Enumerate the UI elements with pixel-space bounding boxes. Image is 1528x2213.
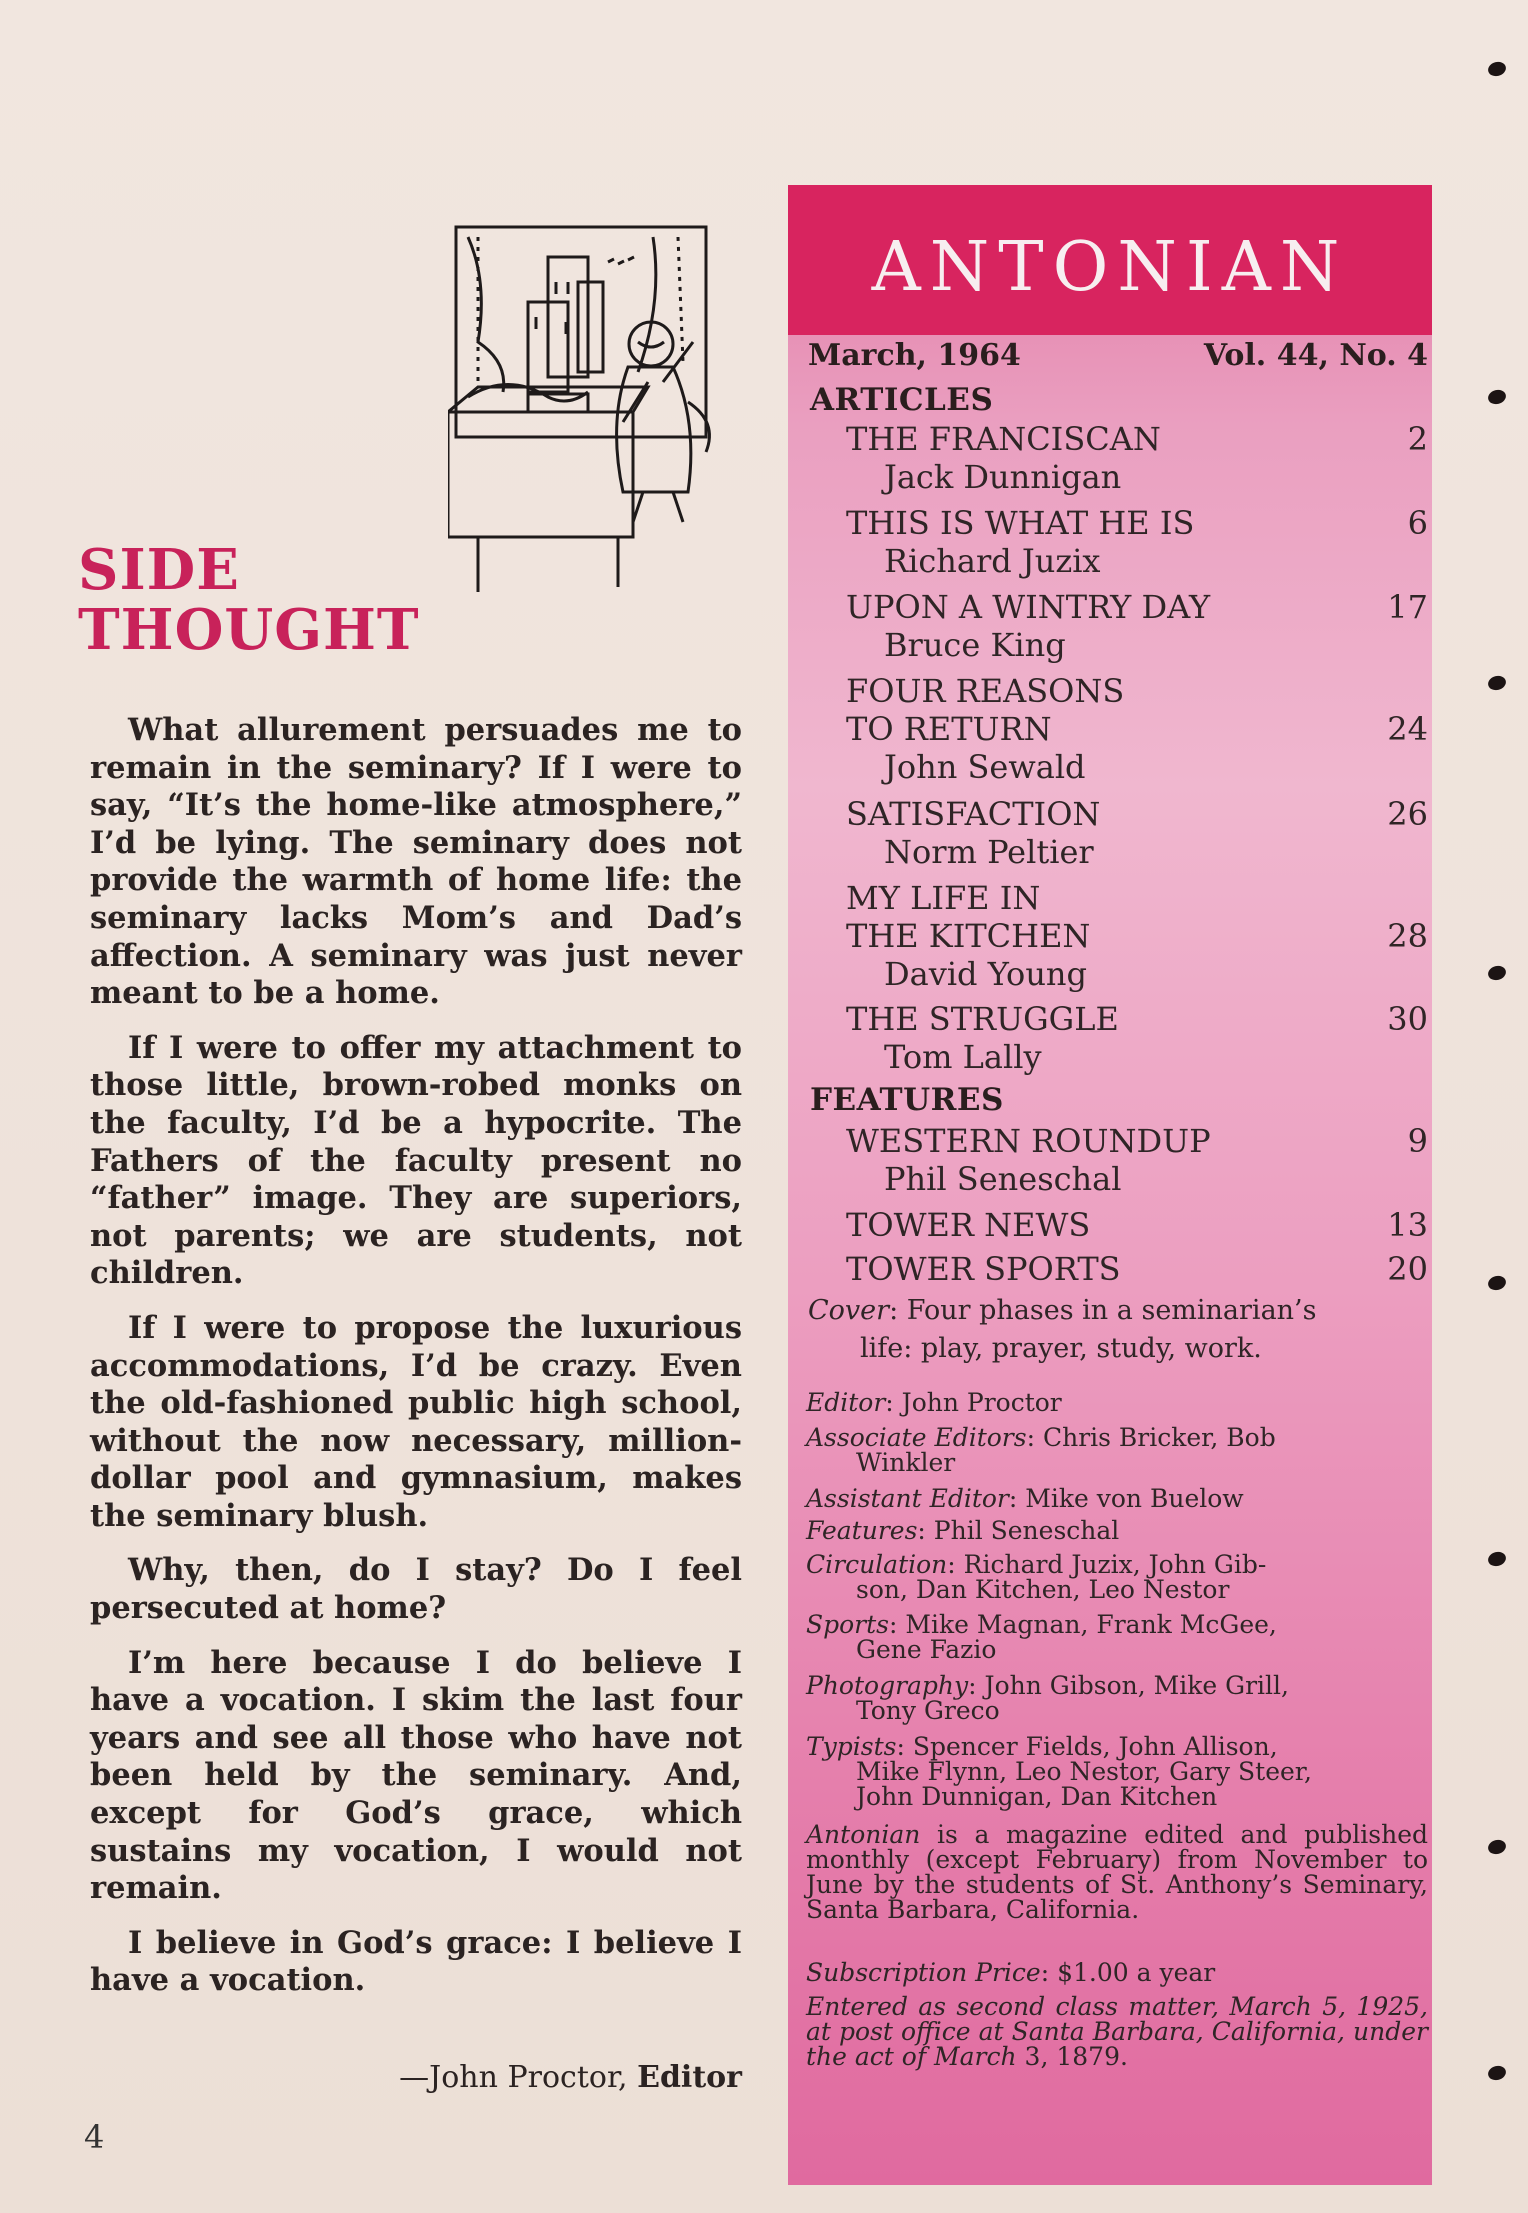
toc-article[interactable] — [846, 1000, 1428, 1076]
credit-label: Subscription Price — [806, 1958, 1041, 1987]
signature-role: Editor — [637, 2060, 742, 2095]
toc-article-title: THIS IS WHAT HE IS — [846, 504, 1195, 542]
toc-page-number: 13 — [1387, 1206, 1428, 1244]
issue-volume: Vol. 44, No. 4 — [1203, 338, 1428, 373]
toc-article[interactable] — [846, 588, 1428, 664]
credit-value-cont: Tony Greco — [856, 1696, 1000, 1725]
credit-sports — [806, 1612, 1428, 1662]
editorial-paragraph: If I were to offer my attachment to those little, brown-robed monks on the faculty, I’d be a hypocrite. The Fathers of the faculty present no “father” image. They are superiors, not parents; we are students, not children. — [90, 1029, 742, 1292]
credit-value: : Mike von Buelow — [1008, 1484, 1244, 1513]
toc-feature[interactable] — [846, 1250, 1428, 1288]
cover-text: : Four phases in a seminarian’s — [889, 1295, 1317, 1326]
credit-value: : Chris Bricker, Bob — [1026, 1423, 1276, 1452]
credit-label: Assistant Editor — [806, 1484, 1009, 1513]
side-thought-heading — [78, 537, 420, 663]
entry-line: Entered as second class matter, March — [806, 1992, 1312, 2021]
page-number: 4 — [84, 2118, 105, 2156]
toc-article[interactable] — [846, 504, 1428, 580]
monk-at-desk-illustration — [448, 222, 728, 592]
toc-feature-title: WESTERN ROUNDUP — [846, 1122, 1211, 1160]
credit-label: Circulation — [806, 1550, 948, 1579]
credit-label: Associate Editors — [806, 1423, 1027, 1452]
editorial-body — [90, 712, 742, 2017]
toc-feature-title: TOWER SPORTS — [846, 1250, 1121, 1288]
mailing-entry-statement — [806, 1994, 1428, 2069]
toc-article[interactable] — [846, 795, 1428, 871]
toc-feature[interactable] — [846, 1122, 1428, 1198]
toc-article[interactable] — [846, 879, 1428, 993]
binder-hole — [1486, 1838, 1507, 1856]
credit-value-cont: son, Dan Kitchen, Leo Nestor — [856, 1575, 1230, 1604]
entry-line: 3, 1879. — [1016, 2042, 1128, 2071]
signature-name: —John Proctor, — [399, 2060, 628, 2095]
editorial-paragraph: If I were to propose the luxurious accommodations, I’d be crazy. Even the old-fashioned public high school, without the now necessary, million-dollar pool and gymnasium, makes the seminary blush. — [90, 1309, 742, 1534]
binder-hole — [1486, 674, 1507, 692]
credit-value: : John Proctor — [885, 1388, 1062, 1417]
toc-article-author: Jack Dunnigan — [884, 458, 1122, 496]
toc-page-number: 24 — [1387, 710, 1428, 748]
credit-label: Sports — [806, 1610, 890, 1639]
credit-value: : Mike Magnan, Frank McGee, — [889, 1610, 1277, 1639]
toc-page-number: 17 — [1387, 588, 1428, 626]
binder-hole — [1486, 964, 1507, 982]
editorial-signature — [90, 2060, 742, 2095]
toc-page-number: 26 — [1387, 795, 1428, 833]
subscription-price — [806, 1960, 1428, 1985]
toc-page-number: 2 — [1407, 420, 1428, 458]
credit-label: Typists — [806, 1732, 897, 1761]
toc-page-number: 9 — [1407, 1122, 1428, 1160]
issue-date: March, 1964 — [808, 338, 1021, 373]
articles-heading: ARTICLES — [810, 382, 994, 418]
toc-article[interactable] — [846, 420, 1428, 496]
toc-feature-author: Phil Seneschal — [884, 1160, 1122, 1198]
side-thought-title-line2: THOUGHT — [78, 597, 420, 663]
entry-line: March — [934, 2042, 1017, 2071]
toc-article-title-line2: TO RETURN — [846, 710, 1052, 748]
toc-article-author: John Sewald — [884, 748, 1086, 786]
toc-page-number: 30 — [1387, 1000, 1428, 1038]
toc-article-title: THE STRUGGLE — [846, 1000, 1119, 1038]
cover-caption — [808, 1292, 1430, 1368]
toc-article-author: Tom Lally — [884, 1038, 1042, 1076]
toc-article[interactable] — [846, 672, 1428, 786]
cover-text-line2: life: play, prayer, study, work. — [860, 1333, 1262, 1364]
credit-value: : John Gibson, Mike Grill, — [968, 1671, 1289, 1700]
credit-label: Editor — [806, 1388, 886, 1417]
side-thought-title-line1: SIDE — [78, 537, 240, 603]
toc-article-title-line2: THE KITCHEN — [846, 917, 1091, 955]
credit-value-cont: Gene Fazio — [856, 1635, 997, 1664]
masthead-title: ANTONIAN — [871, 228, 1349, 307]
cover-label: Cover — [808, 1295, 890, 1326]
toc-page-number: 6 — [1407, 504, 1428, 542]
credit-typists — [806, 1734, 1428, 1809]
credit-value: : Spencer Fields, John Allison, — [896, 1732, 1278, 1761]
toc-article-title: MY LIFE IN — [846, 879, 1041, 917]
credit-features — [806, 1518, 1428, 1543]
features-heading: FEATURES — [810, 1082, 1004, 1118]
credit-value-cont: John Dunnigan, Dan Kitchen — [856, 1782, 1218, 1811]
binder-hole — [1486, 2064, 1507, 2082]
toc-article-author: Norm Peltier — [884, 833, 1094, 871]
toc-article-author: Bruce King — [884, 626, 1066, 664]
binder-hole — [1486, 1274, 1507, 1292]
publication-name: Antonian — [806, 1820, 921, 1849]
credit-value: : Richard Juzix, John Gib- — [947, 1550, 1267, 1579]
toc-page-number: 28 — [1387, 917, 1428, 955]
credit-label: Photography — [806, 1671, 969, 1700]
editorial-paragraph: What allurement persuades me to remain in the seminary? If I were to say, “It’s the home-like atmosphere,” I’d be lying. The seminary does not provide the warmth of home life: the seminary lacks Mom’s and Dad’s affection. A seminary was just never meant to be a home. — [90, 712, 742, 1012]
editorial-paragraph: Why, then, do I stay? Do I feel persecuted at home? — [90, 1552, 742, 1627]
editorial-paragraph: I believe in God’s grace: I believe I have a vocation. — [90, 1924, 742, 1999]
toc-article-title: FOUR REASONS — [846, 672, 1125, 710]
toc-article-title: UPON A WINTRY DAY — [846, 588, 1211, 626]
binder-hole — [1486, 388, 1507, 406]
credit-value: : $1.00 a year — [1040, 1958, 1216, 1987]
toc-feature-title: TOWER NEWS — [846, 1206, 1091, 1244]
toc-article-title: THE FRANCISCAN — [846, 420, 1161, 458]
toc-article-title: SATISFACTION — [846, 795, 1101, 833]
publication-description: is a magazine edited and published monthly (except February) from November to June by the students of St. Anthony’s Seminary, Santa Barbara, California. — [806, 1820, 1428, 1924]
binder-hole — [1486, 1550, 1507, 1568]
binder-hole — [1486, 60, 1507, 78]
credit-assistant-editor — [806, 1486, 1428, 1511]
credit-value: : Phil Seneschal — [917, 1516, 1120, 1545]
credit-label: Features — [806, 1516, 918, 1545]
toc-page-number: 20 — [1387, 1250, 1428, 1288]
credit-editor — [806, 1390, 1428, 1415]
credit-circulation — [806, 1552, 1428, 1602]
entry-line: 5, 1925, at post office at Santa Barbara, California, under the act of — [806, 1992, 1428, 2071]
toc-article-author: Richard Juzix — [884, 542, 1101, 580]
editorial-paragraph: I’m here because I do believe I have a vocation. I skim the last four years and see all those who have not been held by the seminary. And, except for God’s grace, which sustains my vocation, I would not remain. — [90, 1644, 742, 1907]
publication-statement — [806, 1822, 1428, 1922]
credit-value-cont: Mike Flynn, Leo Nestor, Gary Steer, — [856, 1757, 1312, 1786]
credit-associate-editors — [806, 1425, 1428, 1475]
credit-photography — [806, 1673, 1428, 1723]
toc-article-author: David Young — [884, 955, 1088, 993]
credit-value-cont: Winkler — [856, 1448, 956, 1477]
toc-feature[interactable] — [846, 1206, 1428, 1244]
